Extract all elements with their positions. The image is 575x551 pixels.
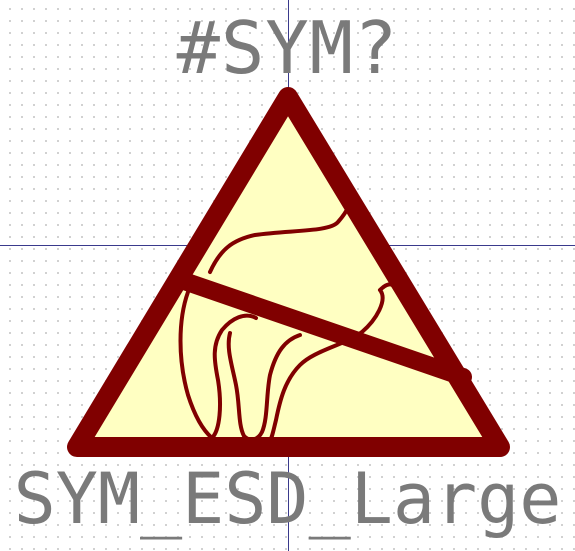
esd-triangle[interactable]: [77, 97, 500, 447]
symbol-value-label[interactable]: SYM_ESD_Large: [13, 458, 562, 540]
reference-designator-label[interactable]: #SYM?: [176, 6, 399, 90]
